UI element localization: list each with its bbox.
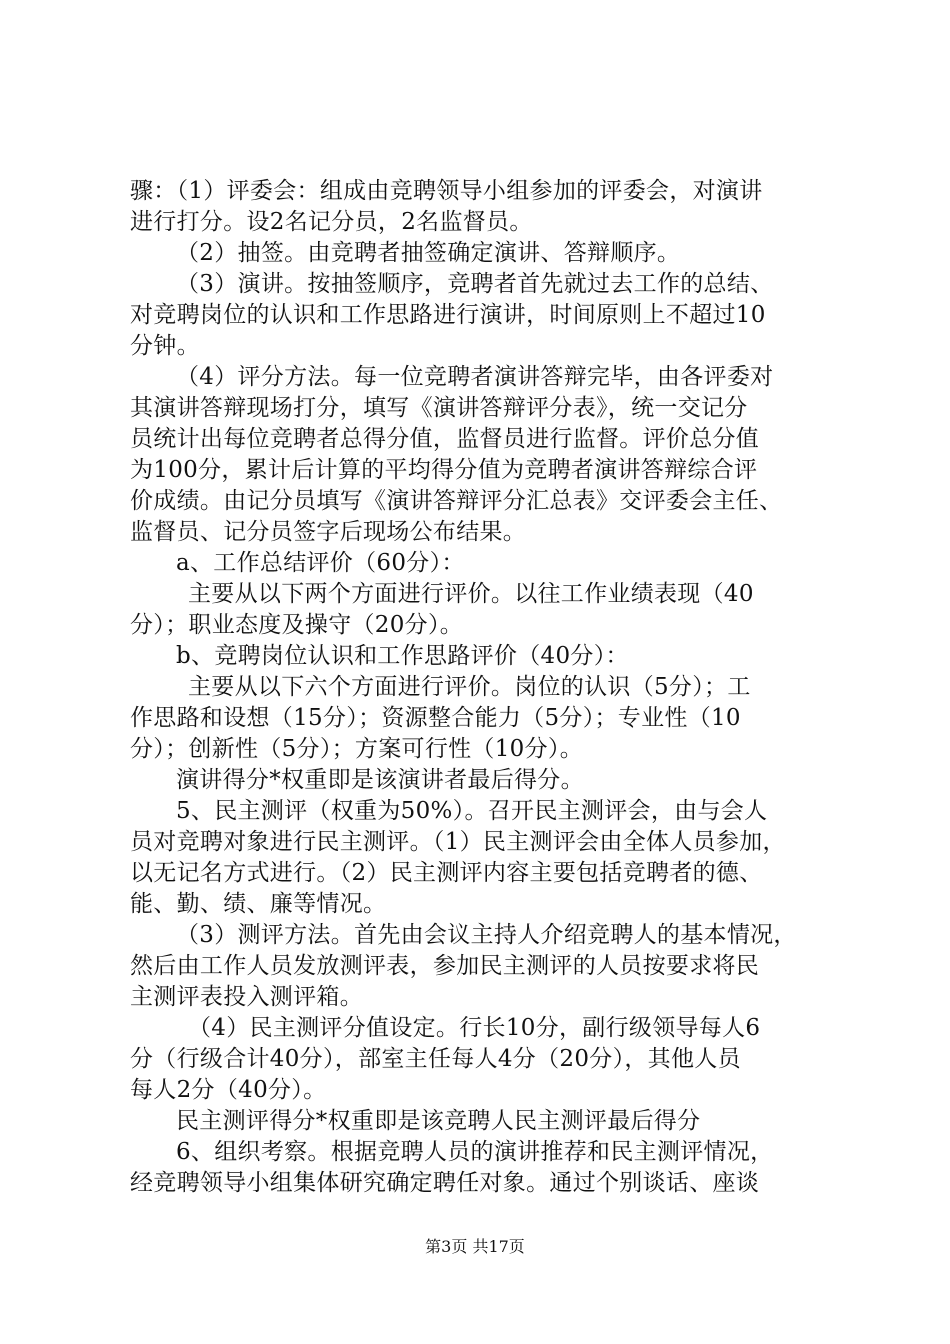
text-line: （3）测评方法。首先由会议主持人介绍竞聘人的基本情况， [176, 922, 797, 948]
text-line: 民主测评得分*权重即是该竞聘人民主测评最后得分 [176, 1108, 701, 1134]
text-line: （2）抽签。由竞聘者抽签确定演讲、答辩顺序。 [176, 240, 681, 266]
text-line: 分钟。 [130, 333, 200, 359]
text-line: b、竞聘岗位认识和工作思路评价（40分）： [176, 643, 629, 669]
text-line: 主要从以下六个方面进行评价。岗位的认识（5分）；工 [188, 674, 751, 700]
text-line: 分）；职业态度及操守（20分）。 [130, 612, 464, 638]
text-line: 分）；创新性（5分）；方案可行性（10分）。 [130, 736, 583, 762]
text-line: 员对竞聘对象进行民主测评。（1）民主测评会由全体人员参加， [130, 829, 786, 855]
text-line: 6、组织考察。根据竞聘人员的演讲推荐和民主测评情况， [176, 1139, 774, 1165]
text-line: 员统计出每位竞聘者总得分值，监督员进行监督。评价总分值 [130, 426, 760, 452]
text-line: 作思路和设想（15分）；资源整合能力（5分）；专业性（10 [130, 705, 741, 731]
text-line: 其演讲答辩现场打分，填写《演讲答辩评分表》，统一交记分 [130, 395, 748, 421]
text-line: 为100分，累计后计算的平均得分值为竞聘者演讲答辩综合评 [130, 457, 758, 483]
text-line: a、工作总结评价（60分）： [176, 550, 465, 576]
text-line: （4）评分方法。每一位竞聘者演讲答辩完毕，由各评委对 [176, 364, 774, 390]
text-line: 价成绩。由记分员填写《演讲答辩评分汇总表》交评委会主任、 [130, 488, 783, 514]
text-line: 主测评表投入测评箱。 [130, 984, 363, 1010]
page-number-footer: 第3页 共17页 [425, 1237, 525, 1256]
text-line: 分（行级合计40分），部室主任每人4分（20分），其他人员 [130, 1046, 741, 1072]
text-line: 能、勤、绩、廉等情况。 [130, 891, 387, 917]
text-line: 5、民主测评（权重为50%）。召开民主测评会，由与会人 [176, 798, 768, 824]
text-line: 每人2分（40分）。 [130, 1077, 327, 1103]
text-line: 监督员、记分员签字后现场公布结果。 [130, 519, 527, 545]
text-line: 经竞聘领导小组集体研究确定聘任对象。通过个别谈话、座谈 [130, 1170, 760, 1196]
text-line: 对竞聘岗位的认识和工作思路进行演讲，时间原则上不超过10 [130, 302, 766, 328]
text-line: 进行打分。设2名记分员，2名监督员。 [130, 209, 533, 235]
text-line: （3）演讲。按抽签顺序，竞聘者首先就过去工作的总结、 [176, 271, 774, 297]
text-line: 骤：（1）评委会：组成由竞聘领导小组参加的评委会，对演讲 [130, 178, 763, 204]
text-line: 演讲得分*权重即是该演讲者最后得分。 [176, 767, 584, 793]
text-line: （4）民主测评分值设定。行长10分，副行级领导每人6 [188, 1015, 761, 1041]
text-line: 主要从以下两个方面进行评价。以往工作业绩表现（40 [188, 581, 754, 607]
text-line: 然后由工作人员发放测评表，参加民主测评的人员按要求将民 [130, 953, 760, 979]
text-line: 以无记名方式进行。（2）民主测评内容主要包括竞聘者的德、 [130, 860, 763, 886]
